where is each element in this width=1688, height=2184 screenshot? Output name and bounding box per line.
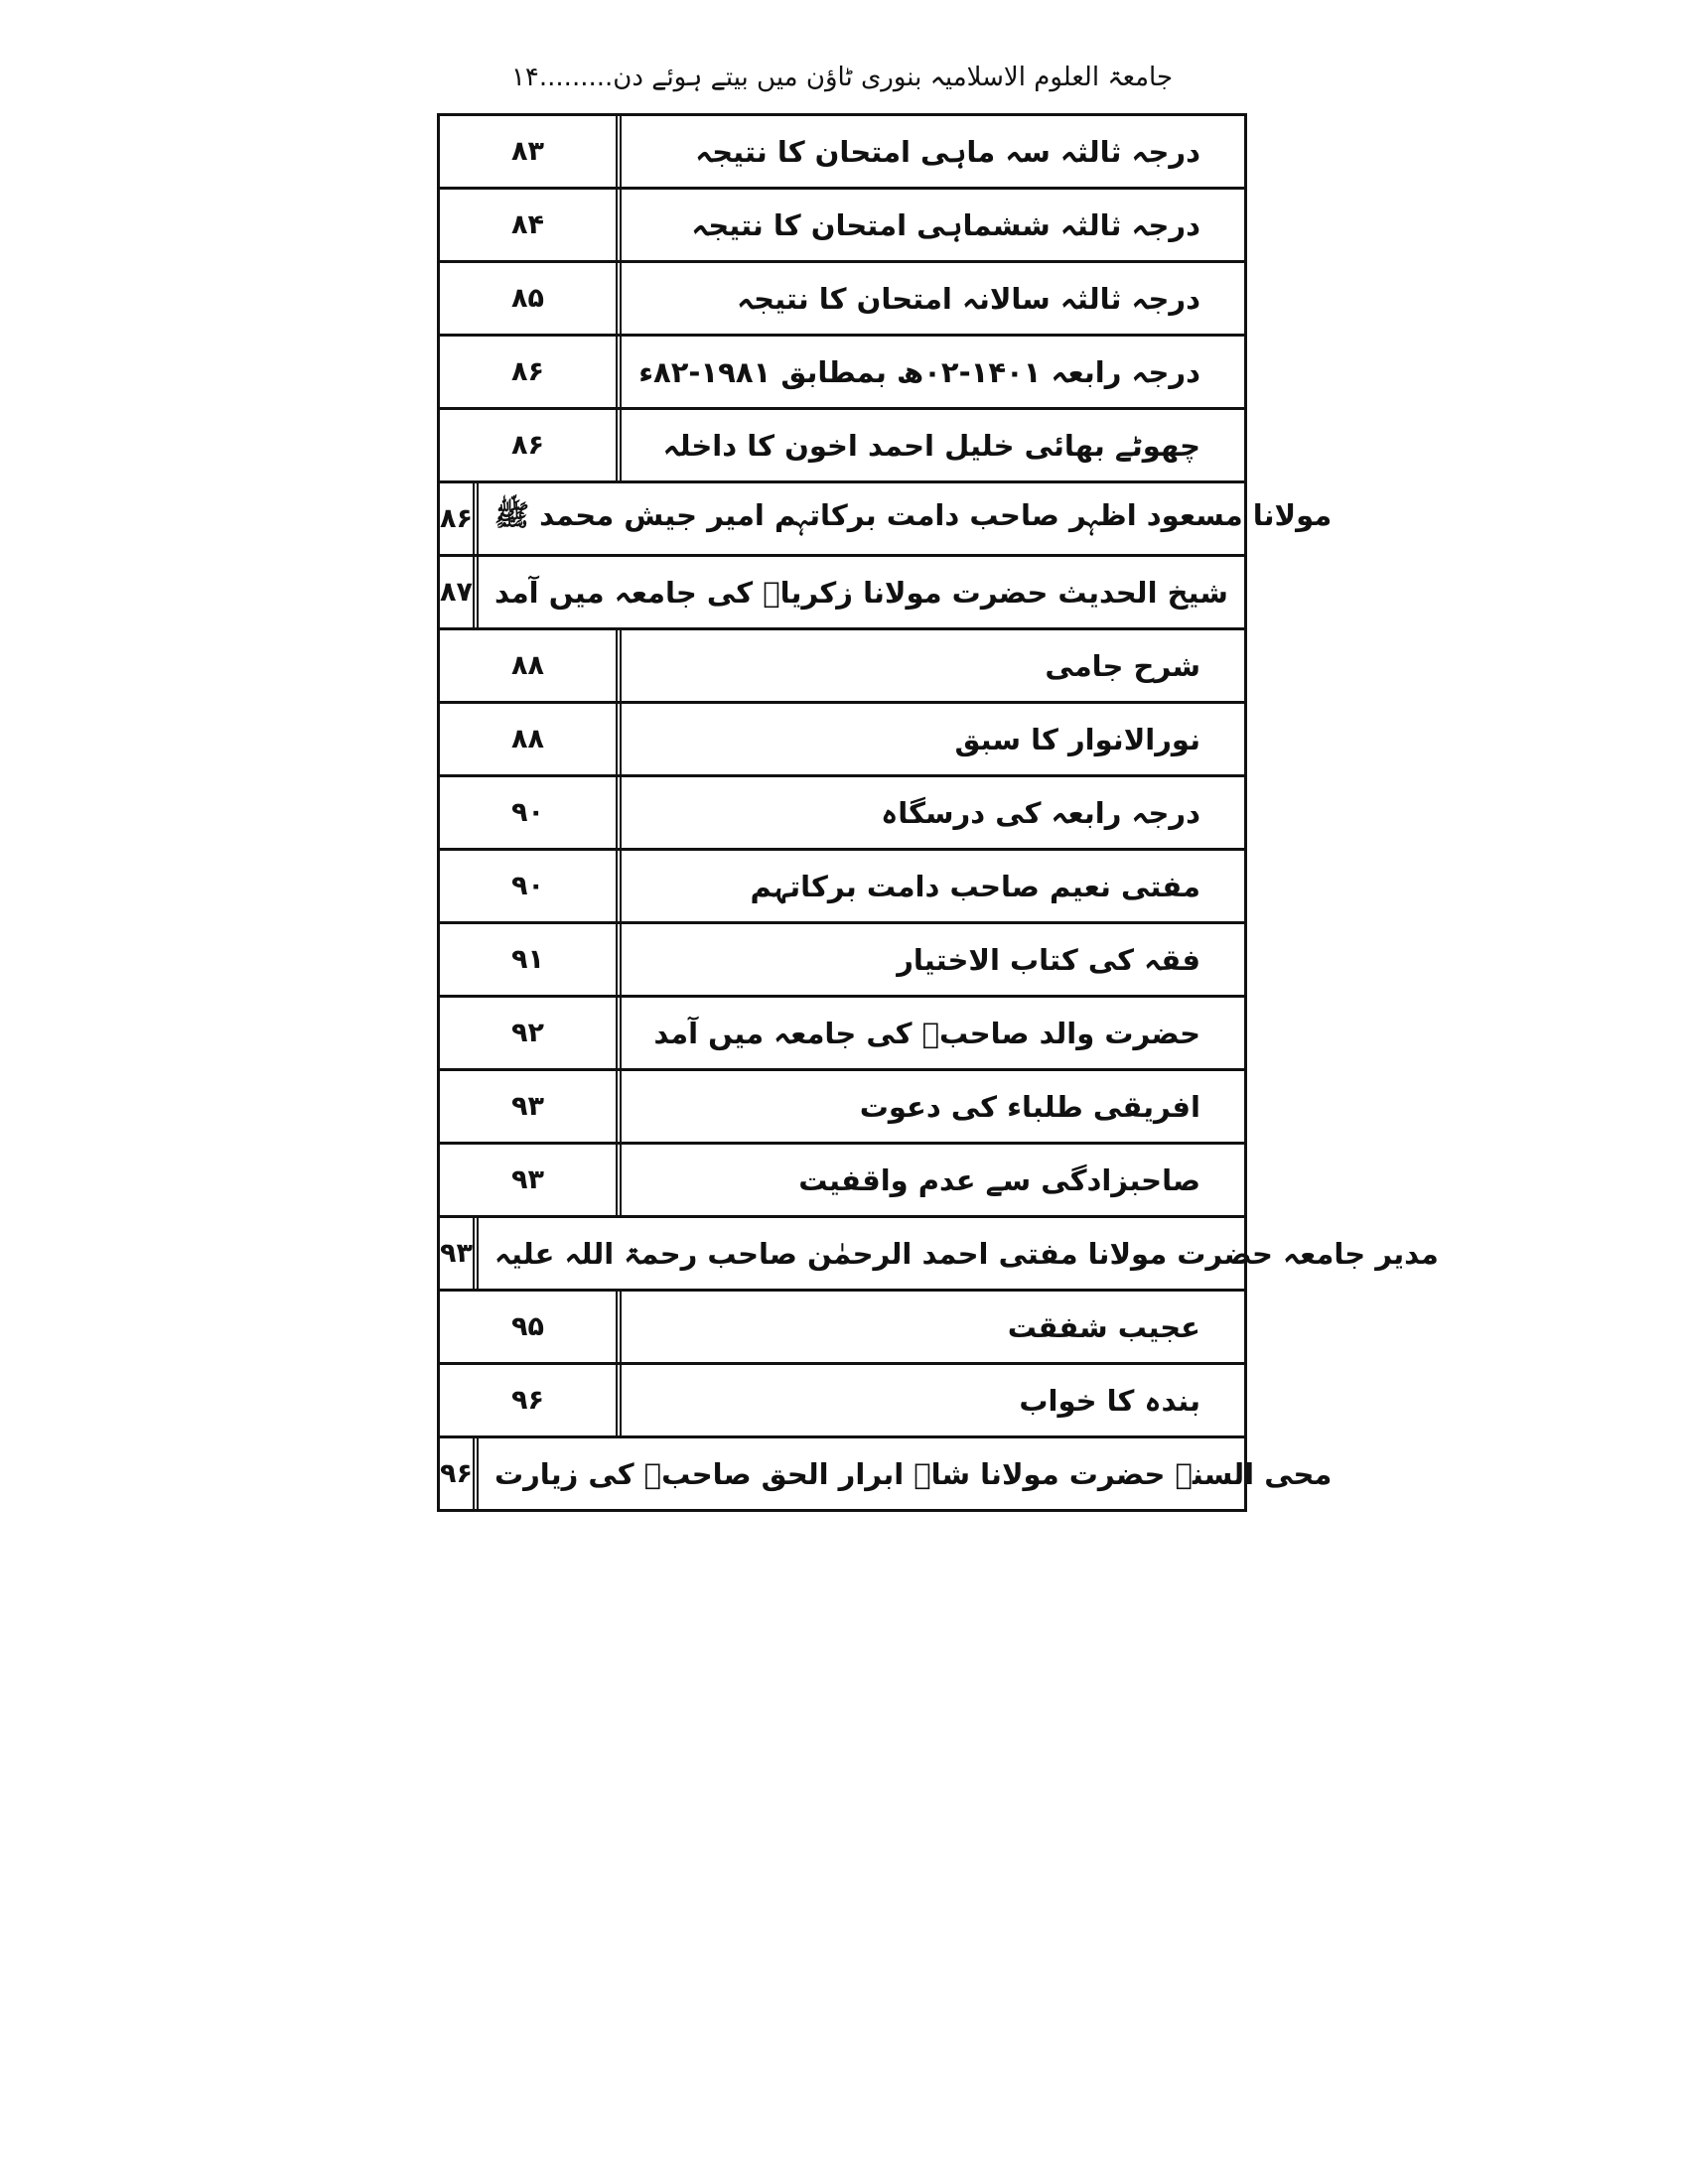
running-header: جامعۃ العلوم الاسلامیہ بنوری ٹاؤن میں بیتے ہوئے دن.........۱۴ xyxy=(510,63,1174,92)
toc-row xyxy=(440,1218,1439,1292)
toc-row xyxy=(440,998,1244,1071)
toc-row xyxy=(440,851,1244,924)
toc-page-number: ۹۶ xyxy=(440,1438,479,1509)
toc-entry-title: عجیب شفقت xyxy=(1007,1309,1200,1344)
toc-page-number: ۹۱ xyxy=(440,924,622,995)
toc-row xyxy=(440,483,1333,557)
toc-row xyxy=(440,924,1244,998)
toc-entry-title: درجہ رابعہ کی درسگاہ xyxy=(881,795,1200,830)
toc-entry-title: فقہ کی کتاب الاختیار xyxy=(897,942,1200,977)
toc-page-number: ۸۶ xyxy=(440,337,622,407)
toc-entry-title: حضرت والد صاحبؒ کی جامعہ میں آمد xyxy=(653,1016,1200,1050)
toc-page-number: ۸۸ xyxy=(440,704,622,774)
toc-entry-title: درجہ ثالثہ سہ ماہی امتحان کا نتیجہ xyxy=(695,134,1200,169)
toc-entry-title: نورالانوار کا سبق xyxy=(954,722,1200,756)
toc-page-number: ۹۳ xyxy=(440,1071,622,1142)
toc-entry-title: درجہ رابعہ ۱۴۰۱-۰۲ھ بمطابق ۱۹۸۱-۸۲ء xyxy=(638,354,1200,389)
toc-row xyxy=(440,263,1244,337)
toc-entry-title: بندہ کا خواب xyxy=(1019,1383,1200,1418)
toc-row xyxy=(440,1365,1244,1438)
toc-row xyxy=(440,116,1244,190)
toc-row xyxy=(440,1071,1244,1145)
toc-page-number: ۸۶ xyxy=(440,483,479,554)
toc-row xyxy=(440,630,1244,704)
toc-page-number: ۹۵ xyxy=(440,1292,622,1362)
toc-page-number: ۹۶ xyxy=(440,1365,622,1435)
toc-page-number: ۸۴ xyxy=(440,190,622,260)
toc-entry-title: شرح جامی xyxy=(1045,648,1200,683)
toc-entry-title: چھوٹے بھائی خلیل احمد اخون کا داخلہ xyxy=(662,428,1200,463)
toc-page-number: ۹۲ xyxy=(440,998,622,1068)
toc-page-number: ۸۳ xyxy=(440,116,622,187)
toc-row xyxy=(440,777,1244,851)
toc-entry-title: شیخ الحدیث حضرت مولانا زکریاؒ کی جامعہ میں آمد xyxy=(493,575,1228,610)
toc-entry-title: درجہ ثالثہ ششماہی امتحان کا نتیجہ xyxy=(691,207,1200,242)
toc-page-number: ۸۶ xyxy=(440,410,622,480)
toc-row xyxy=(440,1292,1244,1365)
toc-entry-title: مولانا مسعود اظہر صاحب دامت برکاتہم امیر جیش محمد ﷺ xyxy=(493,497,1333,532)
table-of-contents xyxy=(437,113,1439,1512)
toc-page-number: ۹۰ xyxy=(440,851,622,921)
toc-entry-title: درجہ ثالثہ سالانہ امتحان کا نتیجہ xyxy=(737,281,1200,316)
toc-entry-title: افریقی طلباء کی دعوت xyxy=(859,1089,1200,1124)
toc-row xyxy=(440,190,1244,263)
toc-page-number: ۸۷ xyxy=(440,557,479,627)
toc-entry-title: صاحبزادگی سے عدم واقفیت xyxy=(798,1162,1200,1197)
toc-row xyxy=(440,337,1244,410)
toc-page-number: ۸۵ xyxy=(440,263,622,334)
toc-row xyxy=(440,1145,1244,1218)
toc-row xyxy=(440,557,1244,630)
toc-page-number: ۹۳ xyxy=(440,1145,622,1215)
toc-entry-title: محی السنہ حضرت مولانا شاہ ابرار الحق صاحبؒ کی زیارت xyxy=(493,1456,1333,1491)
toc-page-number: ۹۳ xyxy=(440,1218,479,1289)
toc-page-number: ۸۸ xyxy=(440,630,622,701)
toc-page-number: ۹۰ xyxy=(440,777,622,848)
toc-row xyxy=(440,1438,1333,1509)
toc-entry-title: مفتی نعیم صاحب دامت برکاتہم xyxy=(750,869,1200,903)
toc-entry-title: مدیر جامعہ حضرت مولانا مفتی احمد الرحمٰن صاحب رحمۃ اللہ علیہ xyxy=(493,1236,1439,1271)
toc-row xyxy=(440,410,1244,483)
toc-row xyxy=(440,704,1244,777)
